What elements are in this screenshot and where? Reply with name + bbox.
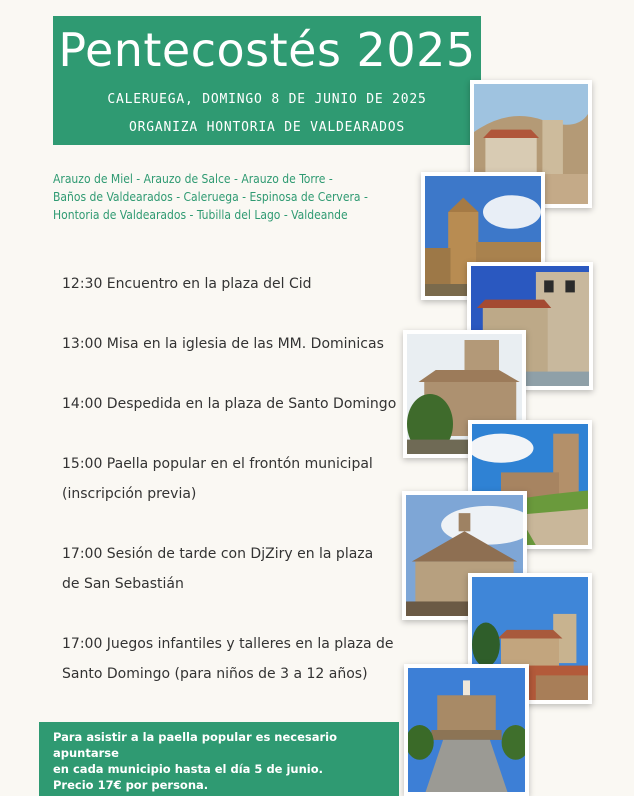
hilltop-statue-photo	[404, 664, 529, 796]
schedule-item-text: 12:30 Encuentro en la plaza del Cid	[62, 276, 312, 292]
schedule-item-text: 17:00 Juegos infantiles y talleres en la plaza de	[62, 636, 394, 652]
schedule-item-text: 13:00 Misa en la iglesia de las MM. Dominicas	[62, 336, 384, 352]
info-line: en cada municipio hasta el día 5 de junio.	[53, 762, 324, 776]
price-line: Precio 17€ por persona.	[53, 778, 209, 792]
schedule-item-note: (inscripción previa)	[62, 486, 197, 502]
schedule-item	[62, 539, 402, 599]
page-title: Pentecostés 2025	[58, 23, 476, 77]
schedule-item-text-cont: Santo Domingo (para niños de 3 a 12 años)	[62, 666, 368, 682]
schedule-item	[62, 629, 402, 689]
event-date-location: CALERUEGA, DOMINGO 8 DE JUNIO DE 2025	[107, 92, 427, 107]
schedule-item	[62, 269, 402, 299]
schedule-item-text: 15:00 Paella popular en el frontón municipal	[62, 456, 373, 472]
towns-line: Arauzo de Miel - Arauzo de Salce - Arauzo de Torre -	[53, 172, 333, 186]
schedule-item	[62, 449, 402, 509]
schedule-item-text-cont: de San Sebastián	[62, 576, 184, 592]
schedule-item-text: 17:00 Sesión de tarde con DjZiry en la plaza	[62, 546, 374, 562]
schedule-item	[62, 329, 402, 359]
participating-towns	[53, 170, 433, 224]
header-banner	[53, 16, 481, 145]
info-line: Para asistir a la paella popular es necesario apuntarse	[53, 730, 338, 760]
towns-line: Baños de Valdearados - Caleruega - Espinosa de Cervera -	[53, 190, 368, 204]
schedule-item	[62, 389, 402, 419]
organizer-line: ORGANIZA HONTORIA DE VALDEARADOS	[128, 120, 406, 135]
towns-line: Hontoria de Valdearados - Tubilla del Lago - Valdeande	[53, 208, 348, 222]
schedule-item-text: 14:00 Despedida en la plaza de Santo Domingo	[62, 396, 397, 412]
paella-info-box	[39, 722, 399, 796]
